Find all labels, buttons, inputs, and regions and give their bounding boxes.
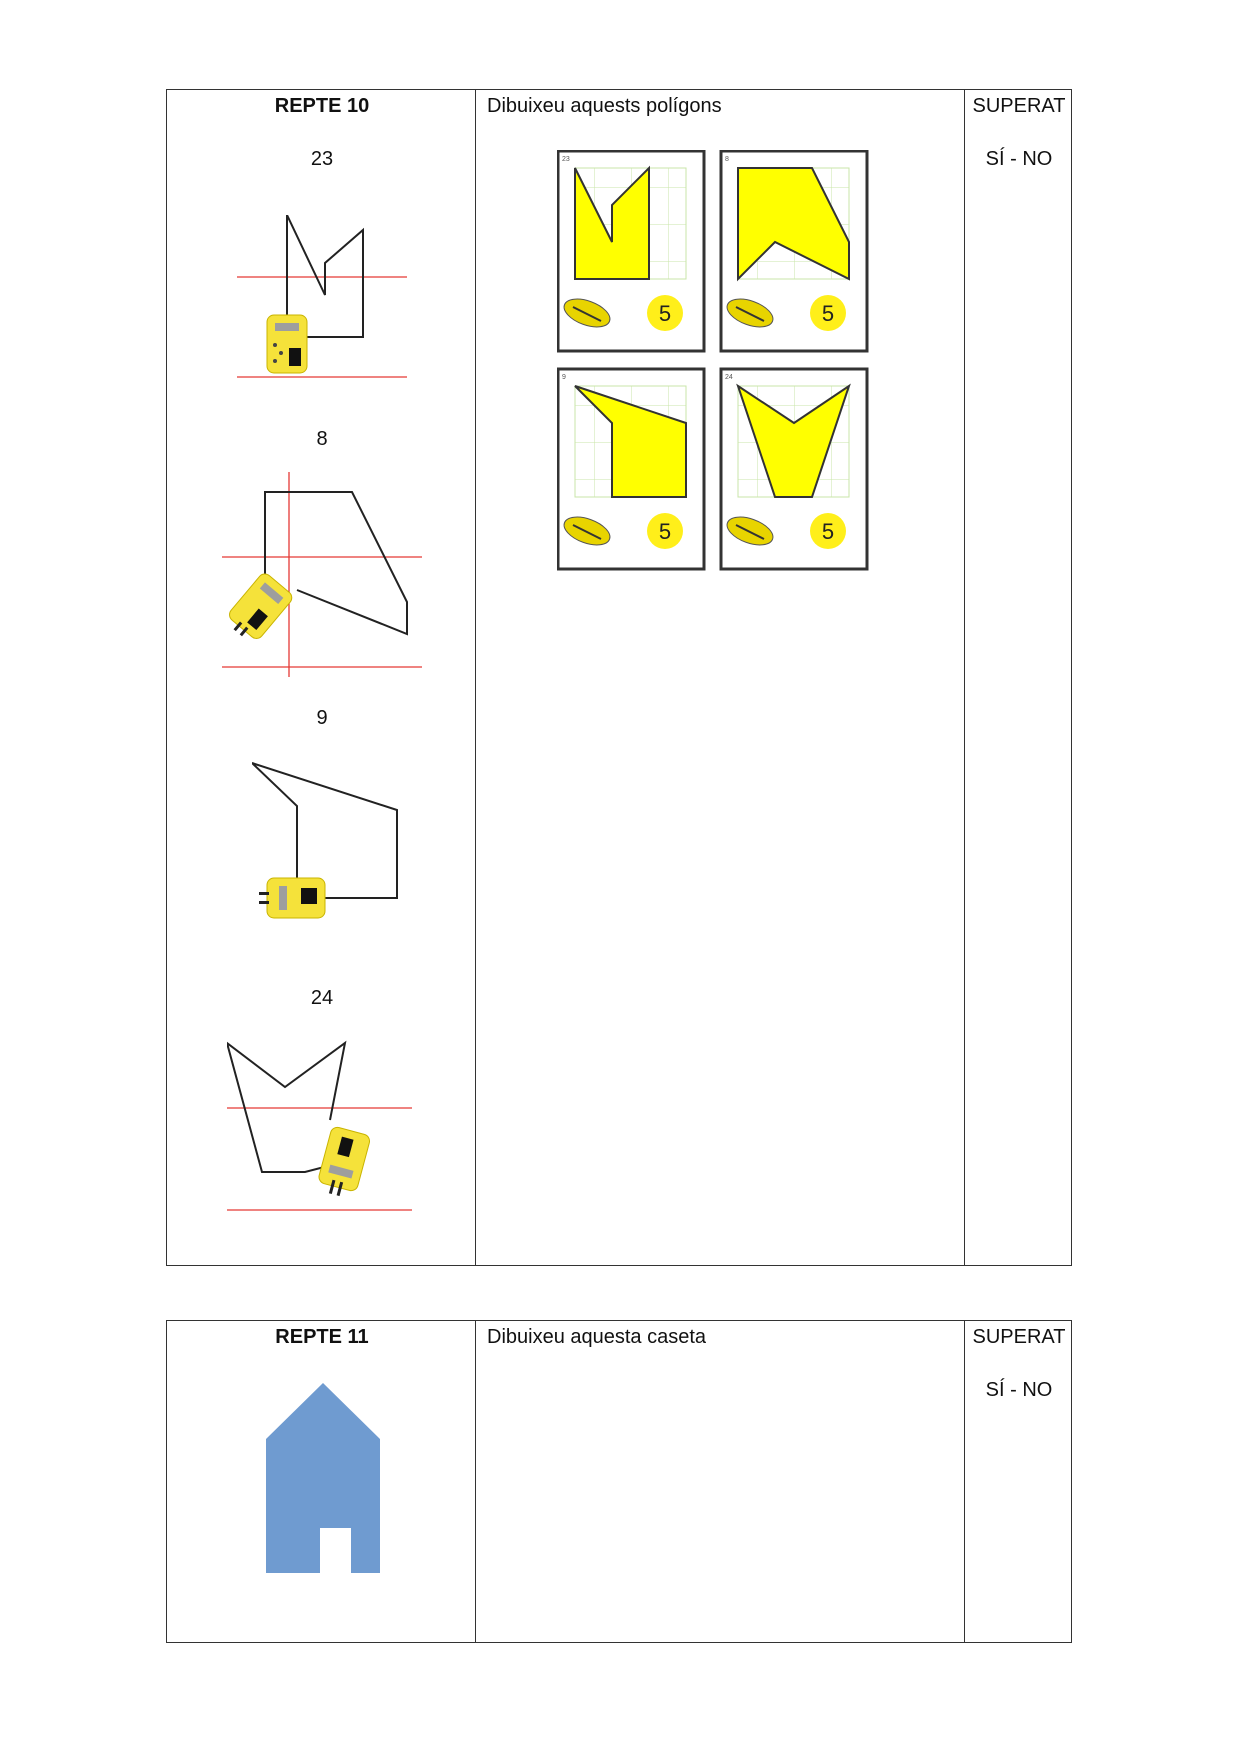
robot-icon (267, 315, 307, 373)
path-figure-24 (227, 1035, 417, 1235)
polygon-card (721, 369, 867, 569)
challenge-title: REPTE 11 (275, 1326, 369, 1348)
card-badge: 5 (658, 519, 672, 544)
repte-11-table (166, 1320, 1072, 1643)
card-badge: 5 (821, 519, 835, 544)
challenge-instruction: Dibuixeu aquesta caseta (487, 1326, 707, 1348)
column-divider (475, 1321, 476, 1642)
polygon-path (265, 492, 407, 634)
figure-number: 9 (316, 707, 328, 729)
column-divider (964, 90, 965, 1265)
figure-number: 23 (310, 148, 334, 170)
status-label: SUPERAT (972, 1326, 1066, 1348)
path-figure-8 (222, 472, 422, 677)
column-divider (475, 90, 476, 1265)
house-icon (266, 1383, 380, 1573)
challenge-instruction: Dibuixeu aquests polígons (487, 95, 722, 117)
status-options: SÍ - NO (985, 148, 1053, 170)
polygon-card (721, 151, 867, 351)
repte-10-table (166, 89, 1072, 1266)
robot-icon (259, 878, 325, 918)
path-figure-9 (252, 758, 412, 938)
card-id: 24 (725, 374, 733, 381)
polygon-card (558, 151, 704, 351)
column-divider (964, 1321, 965, 1642)
polygon-card (558, 369, 704, 569)
robot-icon (315, 1126, 371, 1200)
figure-number: 8 (316, 428, 328, 450)
card-id: 23 (562, 156, 570, 163)
card-id: 9 (562, 374, 566, 381)
card-badge: 5 (658, 301, 672, 326)
figure-number: 24 (310, 987, 334, 1009)
card-id: 8 (725, 156, 729, 163)
status-options: SÍ - NO (985, 1379, 1053, 1401)
status-label: SUPERAT (972, 95, 1066, 117)
challenge-title: REPTE 10 (274, 95, 370, 117)
robot-icon (223, 571, 295, 646)
path-figure-23 (237, 215, 407, 390)
polygon-cards (557, 150, 872, 573)
card-badge: 5 (821, 301, 835, 326)
